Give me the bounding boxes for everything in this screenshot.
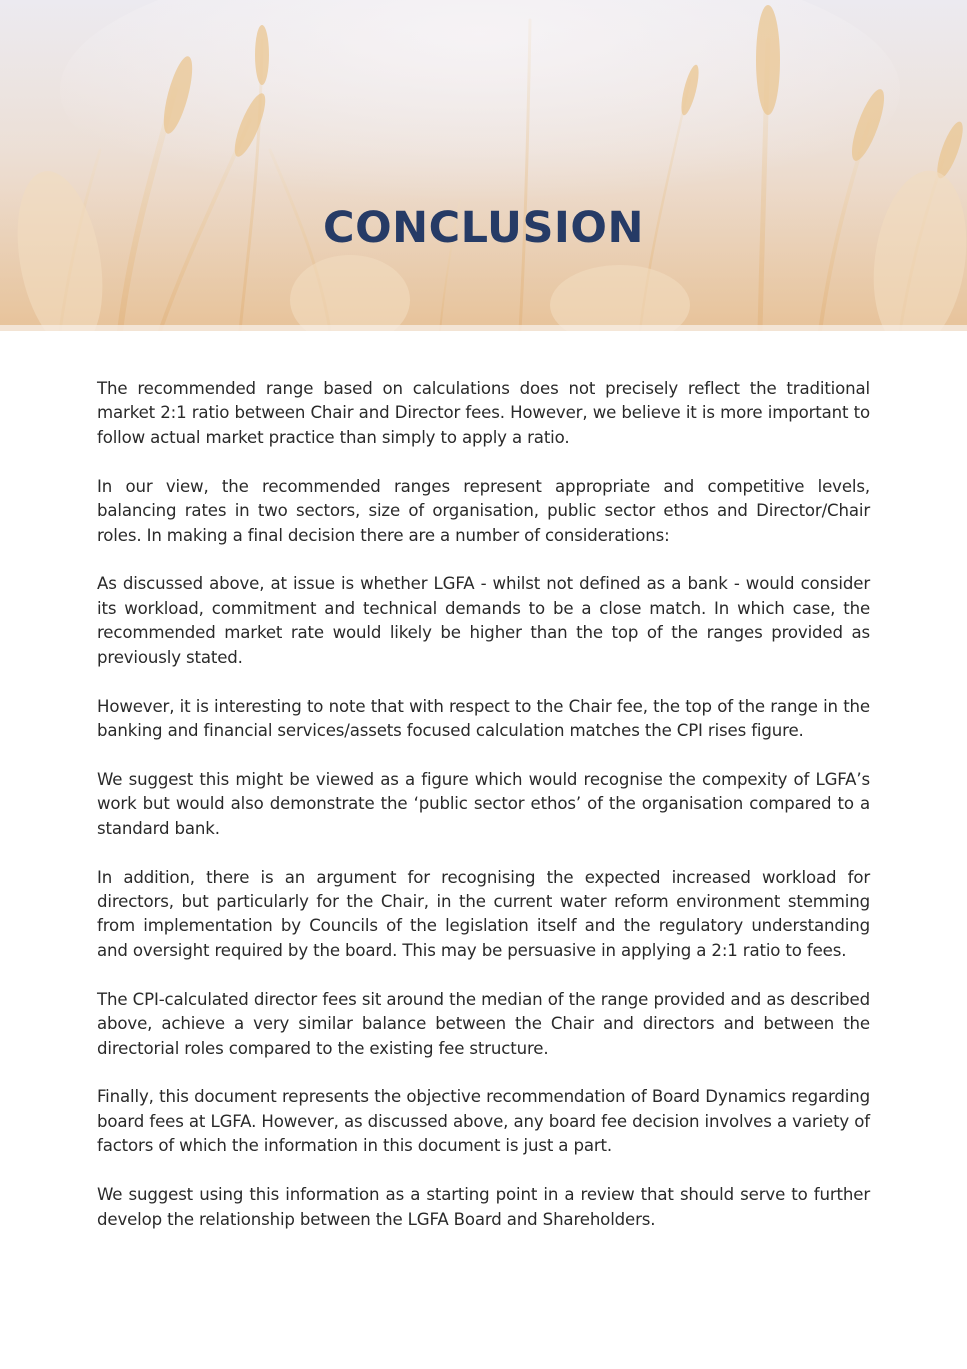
wheat-field-image [0,0,967,331]
paragraph: The recommended range based on calculations does not precisely reflect the traditional market 2:1 ratio between Chair and Director fees. However, we believe it is more important to follow actual market practice than simply to apply a ratio. [97,379,870,447]
paragraph: As discussed above, at issue is whether LGFA - whilst not defined as a bank - would consider its workload, commitment and technical demands to be a close match. In which case, the recommended market rate would likely be higher than the top of the ranges provided as previously stated. [97,574,870,667]
paragraph: Finally, this document represents the objective recommendation of Board Dynamics regarding board fees at LGFA. However, as discussed above, any board fee decision involves a variety of factors of which the information in this document is just a part. [97,1087,870,1156]
header-banner [0,0,967,331]
paragraph: In addition, there is an argument for recognising the expected increased workload for directors, but particularly for the Chair, in the current water reform environment stemming from implementation by Councils of the legislation itself and the regulatory understanding and oversight required by the board. This may be persuasive in applying a 2:1 ratio to fees. [97,867,870,960]
paragraph: We suggest using this information as a starting point in a review that should serve to further develop the relationship between the LGFA Board and Shareholders. [97,1185,870,1229]
page-title: CONCLUSION [323,203,644,253]
paragraph: In our view, the recommended ranges represent appropriate and competitive levels, balancing rates in two sectors, size of organisation, public sector ethos and Director/Chair roles. In making a final decision there are a number of considerations: [97,476,870,545]
paragraph: However, it is interesting to note that with respect to the Chair fee, the top of the range in the banking and financial services/assets focused calculation matches the CPI rises figure. [97,696,870,740]
paragraph: The CPI-calculated director fees sit around the median of the range provided and as described above, achieve a very similar balance between the Chair and directors and between the directorial roles compared to the existing fee structure. [97,989,870,1058]
paragraph: We suggest this might be viewed as a figure which would recognise the compexity of LGFA’s work but would also demonstrate the ‘public sector ethos’ of the organisation compared to a standard bank. [97,769,870,838]
body-text [97,377,870,1256]
